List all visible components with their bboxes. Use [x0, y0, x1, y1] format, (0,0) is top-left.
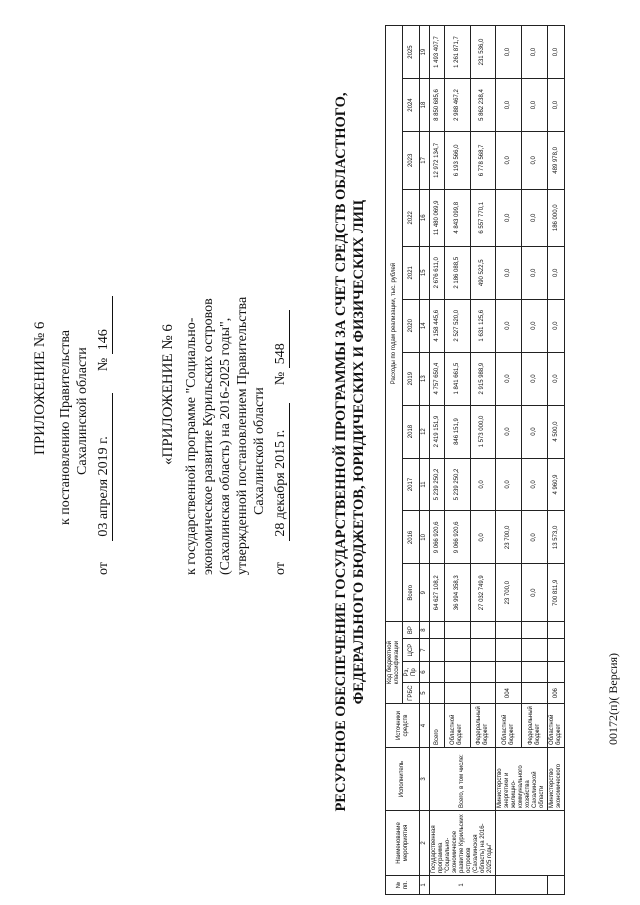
- col-number: 11: [420, 458, 430, 511]
- header-year: 2022: [403, 189, 420, 246]
- value-cell: 0,0: [470, 458, 496, 511]
- header-csr: ЦСР: [403, 639, 420, 662]
- table-header-row: [386, 26, 403, 895]
- total-cell: 27 032 749,9: [470, 564, 496, 622]
- value-cell: 5 239 250,2: [445, 458, 471, 511]
- value-cell: 0,0: [496, 405, 522, 458]
- value-cell: 4 500,0: [548, 405, 565, 458]
- value-cell: 1 631 125,6: [470, 299, 496, 352]
- col-number: 18: [420, 79, 430, 132]
- value-cell: 9 066 920,6: [430, 511, 445, 564]
- header-budget-code: Код бюджетной классификации: [386, 622, 403, 704]
- value-cell: 1 573 000,0: [470, 405, 496, 458]
- table-row: [496, 26, 522, 895]
- value-cell: 4 960,9: [548, 458, 565, 511]
- total-cell: 64 627 108,2: [430, 564, 445, 622]
- value-cell: 846 151,9: [445, 405, 471, 458]
- appendix-original-from: от: [273, 562, 288, 575]
- value-cell: 6 557 770,1: [470, 189, 496, 246]
- value-cell: 13 573,0: [548, 511, 565, 564]
- value-cell: 0,0: [522, 26, 548, 79]
- vr-cell: [430, 622, 445, 639]
- resource-table: [385, 25, 565, 895]
- grbs-cell: [522, 683, 548, 704]
- total-cell: 23 700,0: [496, 564, 522, 622]
- col-number: 17: [420, 131, 430, 189]
- col-number: 10: [420, 511, 430, 564]
- vr-cell: [496, 622, 522, 639]
- value-cell: 0,0: [496, 458, 522, 511]
- table-row: [430, 26, 445, 895]
- header-num: № пп.: [386, 876, 420, 895]
- appendix-original-line: Сахалинской области: [252, 387, 267, 515]
- value-cell: 1 493 407,7: [430, 26, 445, 79]
- value-cell: 0,0: [522, 511, 548, 564]
- appendix-current-date: 03 апреля 2019 г.: [95, 393, 113, 541]
- vr-cell: [522, 622, 548, 639]
- value-cell: 0,0: [548, 246, 565, 299]
- col-number: 3: [420, 748, 430, 811]
- col-number: 12: [420, 405, 430, 458]
- col-number: 2: [420, 811, 430, 876]
- csr-cell: [430, 639, 445, 662]
- col-number: 6: [420, 662, 430, 683]
- col-number: 7: [420, 639, 430, 662]
- appendix-current-title: ПРИЛОЖЕНИЕ № 6: [32, 321, 48, 455]
- value-cell: 2 186 088,5: [445, 246, 471, 299]
- source-cell: Всего: [430, 704, 445, 748]
- value-cell: 0,0: [522, 352, 548, 405]
- appendix-current-number: 146: [95, 296, 113, 354]
- value-cell: 0,0: [522, 246, 548, 299]
- csr-cell: [548, 639, 565, 662]
- header-total: Всего: [403, 564, 420, 622]
- header-year: 2016: [403, 511, 420, 564]
- value-cell: 4 757 650,4: [430, 352, 445, 405]
- grbs-cell: [430, 683, 445, 704]
- appendix-original-line: (Сахалинская область) на 2016-2025 годы",: [218, 317, 233, 575]
- document-title: [332, 27, 368, 877]
- header-year: 2020: [403, 299, 420, 352]
- value-cell: 231 536,0: [470, 26, 496, 79]
- value-cell: 0,0: [496, 246, 522, 299]
- value-cell: 9 066 920,6: [445, 511, 471, 564]
- value-cell: 4 843 099,8: [445, 189, 471, 246]
- row-num: [548, 876, 565, 895]
- value-cell: 0,0: [522, 299, 548, 352]
- document-title-line2: ФЕДЕРАЛЬНОГО БЮДЖЕТОВ, ЮРИДИЧЕСКИХ И ФИЗИЧЕСКИХ ЛИЦ: [351, 199, 367, 705]
- appendix-original: [160, 205, 290, 665]
- header-measure: Наименование мероприятия: [386, 811, 420, 876]
- header-year: 2024: [403, 79, 420, 132]
- appendix-original-number: 548: [272, 310, 290, 368]
- rzpr-cell: [430, 662, 445, 683]
- value-cell: 0,0: [496, 131, 522, 189]
- source-cell: Областной бюджет: [548, 704, 565, 748]
- appendix-current-from: от: [96, 562, 111, 575]
- value-cell: 0,0: [496, 189, 522, 246]
- vr-cell: [445, 622, 471, 639]
- total-cell: 700 811,9: [548, 564, 565, 622]
- source-cell: Федеральный бюджет: [522, 704, 548, 748]
- header-year: 2019: [403, 352, 420, 405]
- col-number: 5: [420, 683, 430, 704]
- value-cell: 186 000,0: [548, 189, 565, 246]
- row-num: [496, 876, 548, 895]
- appendix-original-line: к государственной программе "Социально-: [184, 317, 199, 575]
- header-year: 2021: [403, 246, 420, 299]
- grbs-cell: [470, 683, 496, 704]
- appendix-original-title: «ПРИЛОЖЕНИЕ № 6: [160, 324, 176, 465]
- col-number: 8: [420, 622, 430, 639]
- source-cell: Федеральный бюджет: [470, 704, 496, 748]
- executor-econ: Министерство экономического: [548, 748, 565, 811]
- executor-infra: Министерство энергетики и жилищно-коммунального хозяйства Сахалинской области: [496, 748, 548, 811]
- value-cell: 2 915 988,9: [470, 352, 496, 405]
- header-year: 2023: [403, 131, 420, 189]
- value-cell: 0,0: [548, 26, 565, 79]
- value-cell: 4 158 445,6: [430, 299, 445, 352]
- appendix-original-line: утвержденной постановлением Правительства: [235, 296, 250, 575]
- value-cell: 0,0: [522, 131, 548, 189]
- rzpr-cell: [470, 662, 496, 683]
- total-cell: 36 994 358,3: [445, 564, 471, 622]
- appendix-current-line1: к постановлению Правительства: [58, 329, 73, 525]
- value-cell: 489 978,0: [548, 131, 565, 189]
- document-title-line1: РЕСУРСНОЕ ОБЕСПЕЧЕНИЕ ГОСУДАРСТВЕННОЙ ПРОГРАММЫ ЗА СЧЕТ СРЕДСТВ ОБЛАСТНОГО,: [333, 92, 349, 812]
- value-cell: 0,0: [496, 79, 522, 132]
- col-number: 13: [420, 352, 430, 405]
- grbs-cell: [445, 683, 471, 704]
- row-num: 1: [430, 876, 496, 895]
- value-cell: 6 193 566,0: [445, 131, 471, 189]
- header-rzpr: Рз, Пр: [403, 662, 420, 683]
- col-number: 4: [420, 704, 430, 748]
- table-body: [430, 26, 565, 895]
- measure-cell: [496, 811, 565, 876]
- appendix-original-line: экономическое развитие Курильских островов: [201, 298, 216, 575]
- value-cell: 2 527 520,0: [445, 299, 471, 352]
- header-year: 2025: [403, 26, 420, 79]
- rzpr-cell: [548, 662, 565, 683]
- value-cell: 11 480 069,9: [430, 189, 445, 246]
- csr-cell: [496, 639, 522, 662]
- grbs-cell: 004: [496, 683, 522, 704]
- header-year: 2017: [403, 458, 420, 511]
- value-cell: 5 239 250,2: [430, 458, 445, 511]
- value-cell: 2 988 467,2: [445, 79, 471, 132]
- vr-cell: [470, 622, 496, 639]
- value-cell: 0,0: [548, 79, 565, 132]
- col-number: 15: [420, 246, 430, 299]
- value-cell: 6 778 568,7: [470, 131, 496, 189]
- value-cell: 0,0: [470, 511, 496, 564]
- appendix-current-num-label: №: [96, 357, 111, 372]
- value-cell: 1 261 871,7: [445, 26, 471, 79]
- value-cell: 2 419 151,9: [430, 405, 445, 458]
- vr-cell: [548, 622, 565, 639]
- source-cell: Областной бюджет: [496, 704, 522, 748]
- table-row: [548, 26, 565, 895]
- rzpr-cell: [445, 662, 471, 683]
- value-cell: 0,0: [496, 299, 522, 352]
- header-source: Источники средств: [386, 704, 420, 748]
- csr-cell: [470, 639, 496, 662]
- value-cell: 0,0: [496, 26, 522, 79]
- version-label: 00172(п)( Версия): [606, 652, 620, 745]
- value-cell: 0,0: [522, 79, 548, 132]
- csr-cell: [522, 639, 548, 662]
- value-cell: 23 700,0: [496, 511, 522, 564]
- value-cell: 490 522,5: [470, 246, 496, 299]
- value-cell: 5 862 238,4: [470, 79, 496, 132]
- header-executor: Исполнитель: [386, 748, 420, 811]
- appendix-original-num-label: №: [273, 371, 288, 386]
- value-cell: 0,0: [548, 352, 565, 405]
- appendix-current-line2: Сахалинской области: [75, 347, 90, 475]
- col-number: 14: [420, 299, 430, 352]
- col-number: 16: [420, 189, 430, 246]
- value-cell: 0,0: [522, 405, 548, 458]
- source-cell: Областной бюджет: [445, 704, 471, 748]
- grbs-cell: 006: [548, 683, 565, 704]
- value-cell: 0,0: [496, 352, 522, 405]
- value-cell: 0,0: [522, 189, 548, 246]
- col-number: 1: [420, 876, 430, 895]
- total-cell: 0,0: [522, 564, 548, 622]
- value-cell: 2 676 611,0: [430, 246, 445, 299]
- header-vr: ВР: [403, 622, 420, 639]
- col-number: 9: [420, 564, 430, 622]
- appendix-current: [32, 135, 113, 575]
- value-cell: 0,0: [522, 458, 548, 511]
- header-grbs: ГРБС: [403, 683, 420, 704]
- appendix-original-date: 28 декабря 2015 г.: [272, 403, 290, 541]
- header-year: 2018: [403, 405, 420, 458]
- value-cell: 1 841 661,5: [445, 352, 471, 405]
- rzpr-cell: [496, 662, 522, 683]
- rzpr-cell: [522, 662, 548, 683]
- col-number: 19: [420, 26, 430, 79]
- program-name: Государственная программа "Социально-экономическое развитие Курильских островов (Сахалинская область) на 2016-2025 годы": [430, 811, 496, 876]
- value-cell: 0,0: [548, 299, 565, 352]
- csr-cell: [445, 639, 471, 662]
- value-cell: 8 850 685,6: [430, 79, 445, 132]
- value-cell: 12 972 134,7: [430, 131, 445, 189]
- total-incl: Всего, в том числе:: [430, 748, 496, 811]
- header-expenses: Расходы по годам реализации, тыс. рублей: [386, 26, 403, 622]
- column-number-row: [420, 26, 430, 895]
